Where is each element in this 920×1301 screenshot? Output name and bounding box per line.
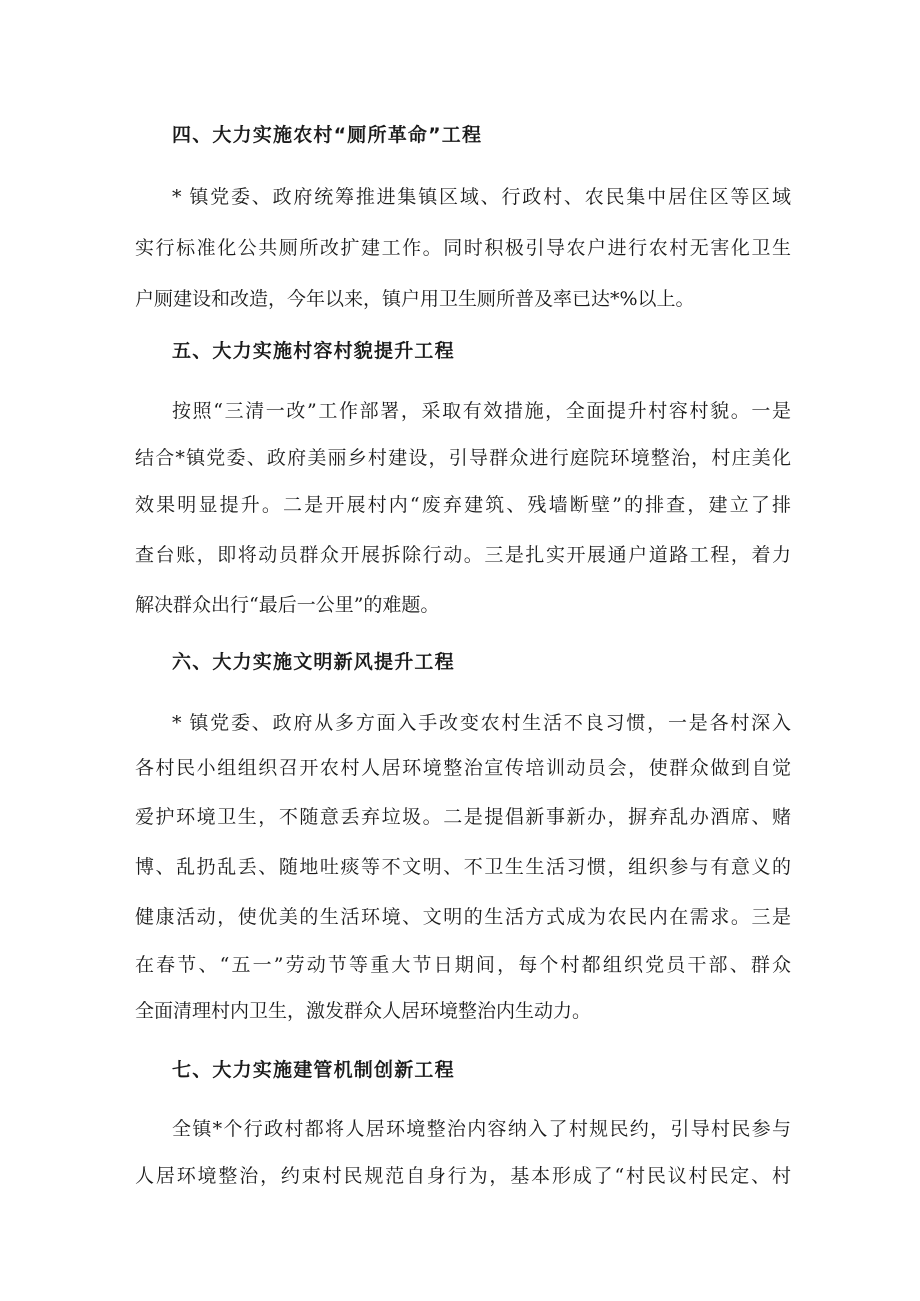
paragraph-line: 查台账，即将动员群众开展拆除行动。三是扎实开展通户道路工程，着力 — [135, 544, 791, 566]
paragraph-line: 全面清理村内卫生，激发群众人居环境整治内生动力。 — [135, 1000, 592, 1022]
paragraph-line: 在春节、“五一”劳动节等重大节日期间，每个村都组织党员干部、群众 — [135, 954, 791, 976]
paragraph-line: 健康活动，使优美的生活环境、文明的生活方式成为农民内在需求。三是 — [135, 906, 791, 928]
paragraph-line: 解决群众出行“最后一公里”的难题。 — [135, 594, 440, 616]
paragraph-line: 全镇*个行政村都将人居环境整治内容纳入了村规民约，引导村民参与 — [172, 1118, 791, 1140]
section-heading-4: 四、大力实施农村“厕所革命”工程 — [172, 124, 483, 146]
paragraph-line: 博、乱扔乱丢、随地吐痰等不文明、不卫生生活习惯，组织参与有意义的 — [135, 856, 791, 878]
paragraph-line: * 镇党委、政府从多方面入手改变农村生活不良习惯，一是各村深入 — [172, 712, 791, 734]
section-heading-6: 六、大力实施文明新风提升工程 — [172, 651, 455, 673]
paragraph-line: 爱护环境卫生，不随意丢弃垃圾。二是提倡新事新办，摒弃乱办酒席、赌 — [135, 806, 791, 828]
paragraph-line: 结合*镇党委、政府美丽乡村建设，引导群众进行庭院环境整治，村庄美化 — [135, 447, 791, 469]
paragraph-line: 按照“三清一改”工作部署，采取有效措施，全面提升村容村貌。一是 — [172, 400, 791, 422]
paragraph-line: 人居环境整治，约束村民规范自身行为，基本形成了“村民议村民定、村 — [135, 1165, 791, 1187]
section-heading-5: 五、大力实施村容村貌提升工程 — [172, 340, 455, 362]
paragraph-line: 各村民小组组织召开农村人居环境整治宣传培训动员会，使群众做到自觉 — [135, 757, 791, 779]
section-heading-7: 七、大力实施建管机制创新工程 — [172, 1059, 455, 1081]
paragraph-line: 户厕建设和改造，今年以来，镇户用卫生厕所普及率已达*%以上。 — [135, 288, 695, 310]
paragraph-line: * 镇党委、政府统筹推进集镇区域、行政村、农民集中居住区等区域 — [172, 186, 791, 208]
paragraph-line: 效果明显提升。二是开展村内“废弃建筑、残墙断壁”的排查，建立了排 — [135, 494, 791, 516]
paragraph-line: 实行标准化公共厕所改扩建工作。同时积极引导农户进行农村无害化卫生 — [135, 237, 791, 259]
